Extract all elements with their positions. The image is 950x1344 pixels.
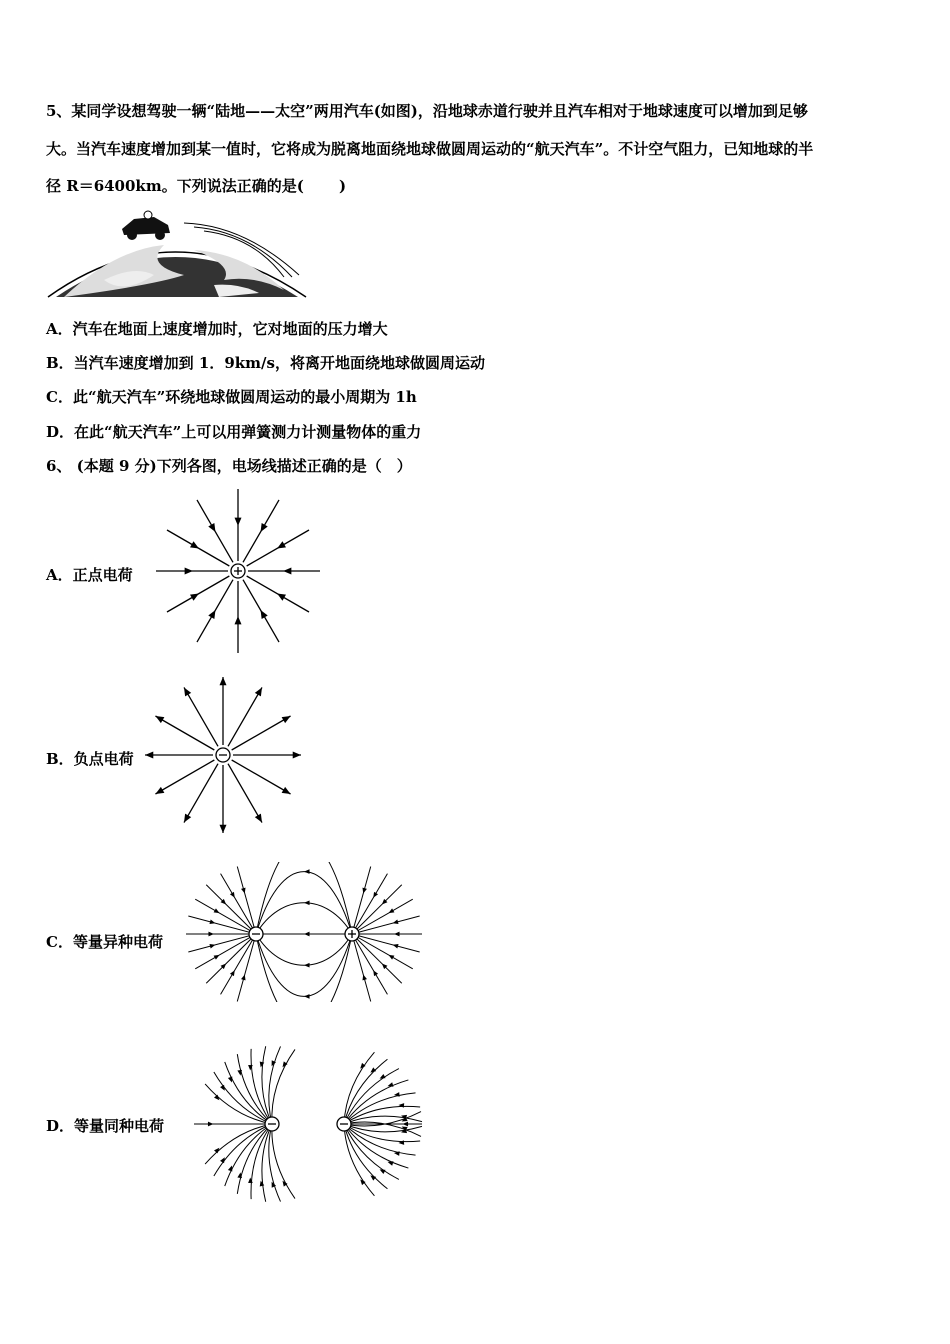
arrow-head xyxy=(228,1076,232,1082)
arrow-head xyxy=(277,594,286,601)
arrow-head xyxy=(362,974,367,980)
q5-stem-line-2: 大。当汽车速度增加到某一值时，它将成为脱离地面绕地球做圆周运动的“航天汽车”。不计空气阻力，已知地球的半 xyxy=(46,140,814,158)
field-line xyxy=(237,867,256,934)
q6-stem: 6、 (本题 9 分)下列各图，电场线描述正确的是（ ） xyxy=(46,457,412,475)
arrow-head xyxy=(388,1161,394,1165)
arrow-head xyxy=(255,814,262,823)
arrow-head xyxy=(304,900,310,905)
arrow-head xyxy=(380,1169,386,1174)
field-line xyxy=(262,1046,272,1124)
field-line xyxy=(184,687,218,746)
arrow-head xyxy=(380,1074,386,1079)
q6-option-c-label: C．等量异种电荷 xyxy=(46,933,163,951)
arrow-head xyxy=(219,677,226,685)
arrow-head xyxy=(398,1103,404,1108)
arrow-head xyxy=(304,932,310,937)
q5-option-d: D．在此“航天汽车”上可以用弹簧测力计测量物体的重力 xyxy=(46,423,422,441)
arrow-head xyxy=(185,567,193,574)
field-line xyxy=(352,867,371,934)
opposite-charges-field-figure xyxy=(184,862,428,1002)
arrow-head xyxy=(304,869,310,874)
arrow-head xyxy=(190,541,199,548)
arrow-head xyxy=(261,610,268,619)
q5-option-a: A．汽车在地面上速度增加时，它对地面的压力增大 xyxy=(46,320,388,338)
arrow-head xyxy=(277,541,286,548)
arrow-head xyxy=(362,888,367,894)
negative-charge-field-figure xyxy=(143,670,313,840)
field-line xyxy=(228,764,262,823)
field-line xyxy=(269,1124,281,1202)
field-line xyxy=(188,916,256,934)
arrow-head xyxy=(241,974,246,980)
field-line xyxy=(352,934,420,952)
arrow-head xyxy=(293,751,301,758)
arrow-head xyxy=(388,1082,394,1086)
like-charges-field-figure xyxy=(186,1038,430,1202)
arrow-head xyxy=(208,610,215,619)
field-line xyxy=(256,934,352,1002)
q6-option-a-label: A．正点电荷 xyxy=(46,566,133,584)
field-line xyxy=(344,1106,420,1124)
arrow-head xyxy=(228,1166,232,1172)
arrow-head xyxy=(184,687,191,696)
arrow-head xyxy=(283,567,291,574)
field-line xyxy=(155,760,214,794)
field-line xyxy=(225,1124,272,1186)
field-line xyxy=(352,916,420,934)
positive-charge-field-figure xyxy=(150,486,330,656)
arrow-head xyxy=(304,994,310,999)
arrow-head xyxy=(282,716,291,723)
field-line xyxy=(237,934,256,1001)
field-line xyxy=(344,1069,399,1124)
arrow-head xyxy=(219,825,226,833)
field-line xyxy=(256,903,352,934)
field-line xyxy=(344,1124,420,1142)
arrow-head xyxy=(208,523,215,532)
q6-option-d-label: D．等量同种电荷 xyxy=(46,1117,165,1135)
q5-option-c: C．此“航天汽车”环绕地球做圆周运动的最小周期为 1h xyxy=(46,388,417,406)
q5-stem-line-1: 5、某同学设想驾驶一辆“陆地——太空”两用汽车(如图)，沿地球赤道行驶并且汽车相对于地球速度可以增加到足够 xyxy=(46,102,808,120)
field-line xyxy=(352,934,371,1001)
arrow-head xyxy=(208,932,214,937)
arrow-head xyxy=(184,814,191,823)
arrow-head xyxy=(394,932,400,937)
arrow-head xyxy=(234,616,241,624)
car-icon xyxy=(122,211,170,240)
field-line xyxy=(256,934,352,965)
arrow-head xyxy=(282,787,291,794)
field-line xyxy=(225,1062,272,1124)
arrow-head xyxy=(190,594,199,601)
arrow-head xyxy=(255,687,262,696)
field-line xyxy=(155,716,214,750)
field-line xyxy=(262,1124,272,1202)
arrow-head xyxy=(398,1140,404,1145)
field-line xyxy=(184,764,218,823)
field-line xyxy=(228,687,262,746)
arrow-head xyxy=(155,787,164,794)
field-line xyxy=(344,1124,399,1179)
arrow-head xyxy=(208,1122,214,1127)
field-line xyxy=(232,716,291,750)
arrow-head xyxy=(241,888,246,894)
arrow-head xyxy=(145,751,153,758)
arrow-head xyxy=(403,1122,409,1127)
q5-option-b: B．当汽车速度增加到 1．9km/s，将离开地面绕地球做圆周运动 xyxy=(46,354,485,372)
arrow-head xyxy=(155,716,164,723)
earth-car-figure xyxy=(44,205,312,300)
arrow-head xyxy=(261,523,268,532)
q6-option-b-label: B．负点电荷 xyxy=(46,750,134,768)
field-line xyxy=(232,760,291,794)
arrow-head xyxy=(304,963,310,968)
arrow-head xyxy=(234,518,241,526)
field-line xyxy=(188,934,256,952)
field-line xyxy=(269,1046,281,1124)
q5-stem-line-3: 径 R＝6400km。下列说法正确的是( ) xyxy=(46,177,347,195)
